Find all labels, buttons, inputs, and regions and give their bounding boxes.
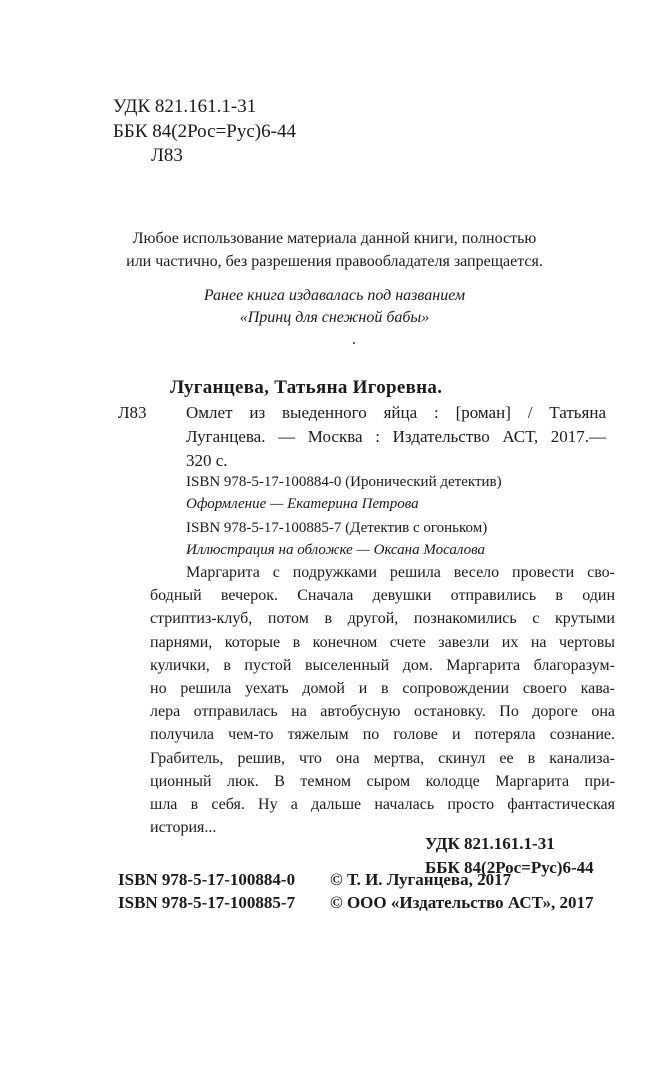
bbk-code-bottom: ББК 84(2Рос=Рус)6-44 <box>425 858 594 877</box>
copyright-notice-line-2: или частично, без разрешения правообладателя запрещается. <box>126 253 543 270</box>
annotation-line: получила чем-то тяжелым по голове и потеряла сознание. <box>150 726 615 744</box>
annotation-line: стриптиз-клуб, потом в другой, познакомились с крутыми <box>150 610 615 628</box>
edition-isbn-1: ISBN 978-5-17-100884-0 (Иронический детектив) <box>186 474 502 490</box>
author-heading: Луганцева, Татьяна Игоревна. <box>170 377 443 398</box>
annotation-line: история... <box>150 819 217 837</box>
biblio-code: Л83 <box>118 403 147 422</box>
annotation-line: ционный люк. В темном сыром колодце Маргарита при- <box>150 772 615 790</box>
footer-isbn-2: ISBN 978-5-17-100885-7 <box>118 893 296 912</box>
footer-copyright-1: © Т. И. Луганцева, 2017 <box>330 870 512 889</box>
footer-copyright-2: © ООО «Издательство АСТ», 2017 <box>330 893 594 912</box>
biblio-line: Луганцева. — Москва : Издательство АСТ, 2017.— <box>186 427 606 446</box>
separator-dot: . <box>352 331 356 348</box>
udk-code: УДК 821.161.1-31 <box>113 96 257 117</box>
annotation-line: лера отправилась на автобусную остановку. По дороге она <box>150 703 615 721</box>
annotation-line: Грабитель, решив, что она мертва, скинул ее в канализа- <box>150 749 615 767</box>
edition-credit-2: Иллюстрация на обложке — Оксана Мосалова <box>186 542 486 558</box>
edition-isbn-2: ISBN 978-5-17-100885-7 (Детектив с огоньком) <box>186 520 488 536</box>
previous-title-line-1: Ранее книга издавалась под названием <box>203 287 466 304</box>
footer-isbn-1: ISBN 978-5-17-100884-0 <box>118 870 296 889</box>
annotation-line: парнями, которые в конечном счете завезли их на чертовы <box>150 633 615 651</box>
biblio-line: 320 с. <box>186 451 228 470</box>
biblio-description <box>186 401 606 473</box>
annotation-line: шла в себя. Ну а дальше началась просто фантастическая <box>150 796 615 814</box>
annotation-line: но решила уехать домой и в сопровождении своего кава- <box>150 680 615 698</box>
annotation-line: Маргарита с подружками решила весело провести сво- <box>186 564 615 581</box>
bbk-code: ББК 84(2Рос=Рус)6-44 <box>113 121 296 142</box>
edition-credit-1: Оформление — Екатерина Петрова <box>186 496 419 512</box>
author-mark: Л83 <box>151 145 183 166</box>
annotation-line: бодный вечерок. Сначала девушки отправились в один <box>150 587 615 605</box>
annotation <box>150 561 615 839</box>
previous-title-line-2: «Принц для снежной бабы» <box>239 309 430 326</box>
udk-code-bottom: УДК 821.161.1-31 <box>425 834 555 853</box>
biblio-line: Омлет из выеденного яйца : [роман] / Татьяна <box>186 403 606 422</box>
annotation-line: кулички, в пустой выселенный дом. Маргарита благоразум- <box>150 656 615 674</box>
copyright-notice-line-1: Любое использование материала данной книги, полностью <box>132 230 537 247</box>
